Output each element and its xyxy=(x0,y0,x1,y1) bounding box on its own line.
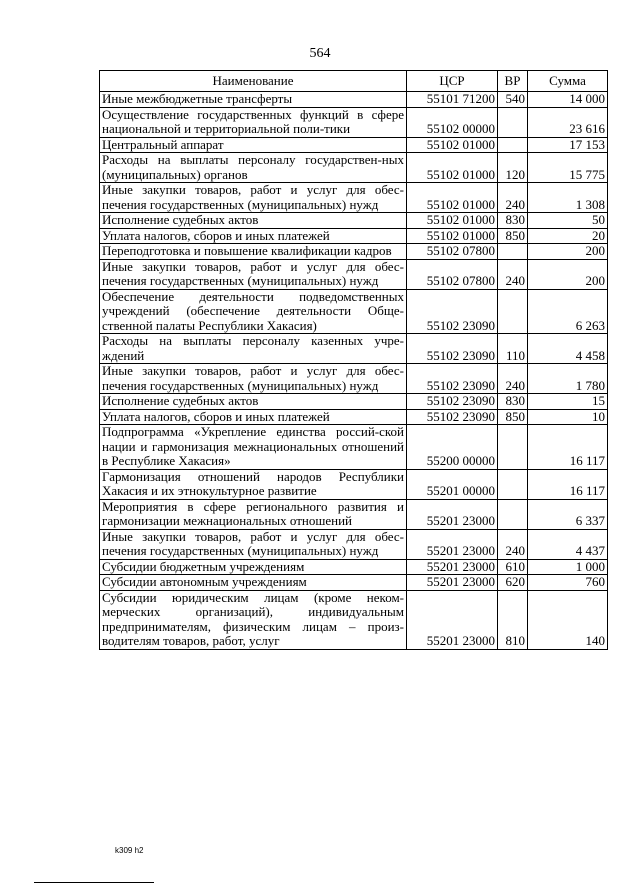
cell-name: Осуществление государственных функций в сфере национальной и территориальной поли-тики xyxy=(100,107,407,137)
table-row xyxy=(100,289,608,334)
cell-name: Субсидии юридическим лицам (кроме неком-мерческих организаций), индивидуальным предпринимателям, физическим лицам – произ-водителям товаров, работ, услуг xyxy=(100,590,407,649)
cell-csr: 55102 07800 xyxy=(407,259,498,289)
cell-name: Уплата налогов, сборов и иных платежей xyxy=(100,409,407,425)
cell-csr: 55102 23090 xyxy=(407,364,498,394)
header-sum: Сумма xyxy=(528,71,608,92)
cell-name: Субсидии автономным учреждениям xyxy=(100,575,407,591)
cell-vr: 830 xyxy=(498,213,528,229)
cell-vr xyxy=(498,107,528,137)
cell-csr: 55201 23000 xyxy=(407,575,498,591)
budget-table xyxy=(99,70,608,650)
cell-vr xyxy=(498,289,528,334)
cell-csr: 55200 00000 xyxy=(407,425,498,470)
cell-csr: 55201 23000 xyxy=(407,529,498,559)
cell-vr: 240 xyxy=(498,259,528,289)
cell-sum: 15 xyxy=(528,394,608,410)
cell-vr xyxy=(498,469,528,499)
cell-csr: 55102 07800 xyxy=(407,244,498,260)
page-number: 564 xyxy=(309,46,331,61)
cell-sum: 760 xyxy=(528,575,608,591)
cell-vr xyxy=(498,425,528,470)
cell-name: Иные закупки товаров, работ и услуг для обес-печения государственных (муниципальных) нужд xyxy=(100,183,407,213)
cell-vr xyxy=(498,137,528,153)
cell-vr: 240 xyxy=(498,183,528,213)
cell-sum: 15 775 xyxy=(528,153,608,183)
cell-csr: 55102 01000 xyxy=(407,228,498,244)
cell-csr: 55102 23090 xyxy=(407,289,498,334)
cell-sum: 1 308 xyxy=(528,183,608,213)
header-vr: ВР xyxy=(498,71,528,92)
cell-csr: 55201 00000 xyxy=(407,469,498,499)
cell-name: Иные закупки товаров, работ и услуг для обес-печения государственных (муниципальных) нужд xyxy=(100,529,407,559)
cell-sum: 200 xyxy=(528,244,608,260)
cell-sum: 6 337 xyxy=(528,499,608,529)
cell-name: Расходы на выплаты персоналу казенных учре-ждений xyxy=(100,334,407,364)
cell-sum: 200 xyxy=(528,259,608,289)
table-row xyxy=(100,244,608,260)
cell-sum: 1 780 xyxy=(528,364,608,394)
cell-sum: 4 437 xyxy=(528,529,608,559)
cell-csr: 55201 23000 xyxy=(407,590,498,649)
cell-vr: 850 xyxy=(498,409,528,425)
table-row xyxy=(100,590,608,649)
header-name: Наименование xyxy=(100,71,407,92)
cell-name: Исполнение судебных актов xyxy=(100,213,407,229)
table-body xyxy=(100,92,608,650)
cell-vr: 850 xyxy=(498,228,528,244)
table-row xyxy=(100,213,608,229)
cell-vr: 620 xyxy=(498,575,528,591)
cell-csr: 55102 01000 xyxy=(407,183,498,213)
cell-sum: 16 117 xyxy=(528,469,608,499)
cell-csr: 55101 71200 xyxy=(407,92,498,108)
table-row xyxy=(100,425,608,470)
table-row xyxy=(100,575,608,591)
cell-name: Иные межбюджетные трансферты xyxy=(100,92,407,108)
cell-name: Исполнение судебных актов xyxy=(100,394,407,410)
cell-name: Субсидии бюджетным учреждениям xyxy=(100,559,407,575)
cell-vr: 810 xyxy=(498,590,528,649)
cell-sum: 10 xyxy=(528,409,608,425)
cell-name: Мероприятия в сфере регионального развития и гармонизации межнациональных отношений xyxy=(100,499,407,529)
cell-sum: 6 263 xyxy=(528,289,608,334)
table-row xyxy=(100,469,608,499)
cell-csr: 55102 01000 xyxy=(407,213,498,229)
cell-name: Иные закупки товаров, работ и услуг для обес-печения государственных (муниципальных) нужд xyxy=(100,259,407,289)
table-row xyxy=(100,529,608,559)
table-row xyxy=(100,409,608,425)
cell-name: Гармонизация отношений народов Республики Хакасия и их этнокультурное развитие xyxy=(100,469,407,499)
cell-name: Переподготовка и повышение квалификации кадров xyxy=(100,244,407,260)
table-row xyxy=(100,394,608,410)
cell-sum: 20 xyxy=(528,228,608,244)
cell-csr: 55102 00000 xyxy=(407,107,498,137)
table-row xyxy=(100,364,608,394)
cell-name: Иные закупки товаров, работ и услуг для обес-печения государственных (муниципальных) нужд xyxy=(100,364,407,394)
cell-name: Уплата налогов, сборов и иных платежей xyxy=(100,228,407,244)
cell-name: Центральный аппарат xyxy=(100,137,407,153)
table-header-row xyxy=(100,71,608,92)
table-row xyxy=(100,259,608,289)
table-row xyxy=(100,228,608,244)
cell-csr: 55102 01000 xyxy=(407,137,498,153)
cell-sum: 140 xyxy=(528,590,608,649)
cell-sum: 23 616 xyxy=(528,107,608,137)
cell-csr: 55201 23000 xyxy=(407,499,498,529)
cell-sum: 14 000 xyxy=(528,92,608,108)
table-row xyxy=(100,334,608,364)
header-csr: ЦСР xyxy=(407,71,498,92)
cell-name: Подпрограмма «Укрепление единства россий-ской нации и гармонизация межнациональных отношений в Республике Хакасия» xyxy=(100,425,407,470)
cell-vr: 120 xyxy=(498,153,528,183)
cell-name: Расходы на выплаты персоналу государствен-ных (муниципальных) органов xyxy=(100,153,407,183)
cell-vr xyxy=(498,244,528,260)
cell-vr: 610 xyxy=(498,559,528,575)
cell-name: Обеспечение деятельности подведомственных учреждений (обеспечение деятельности Обще-ственной палаты Республики Хакасия) xyxy=(100,289,407,334)
cell-vr: 240 xyxy=(498,529,528,559)
table-row xyxy=(100,153,608,183)
cell-vr: 830 xyxy=(498,394,528,410)
cell-vr: 540 xyxy=(498,92,528,108)
table-row xyxy=(100,183,608,213)
cell-sum: 1 000 xyxy=(528,559,608,575)
cell-vr: 240 xyxy=(498,364,528,394)
table-row xyxy=(100,499,608,529)
cell-csr: 55102 23090 xyxy=(407,409,498,425)
cell-vr xyxy=(498,499,528,529)
cell-sum: 16 117 xyxy=(528,425,608,470)
table-row xyxy=(100,92,608,108)
footer-code: k309 h2 xyxy=(115,846,144,855)
cell-sum: 17 153 xyxy=(528,137,608,153)
table-row xyxy=(100,559,608,575)
cell-sum: 50 xyxy=(528,213,608,229)
cell-sum: 4 458 xyxy=(528,334,608,364)
cell-csr: 55102 23090 xyxy=(407,394,498,410)
cell-vr: 110 xyxy=(498,334,528,364)
table-row xyxy=(100,107,608,137)
footer-divider xyxy=(34,882,154,883)
cell-csr: 55201 23000 xyxy=(407,559,498,575)
cell-csr: 55102 23090 xyxy=(407,334,498,364)
table-row xyxy=(100,137,608,153)
cell-csr: 55102 01000 xyxy=(407,153,498,183)
